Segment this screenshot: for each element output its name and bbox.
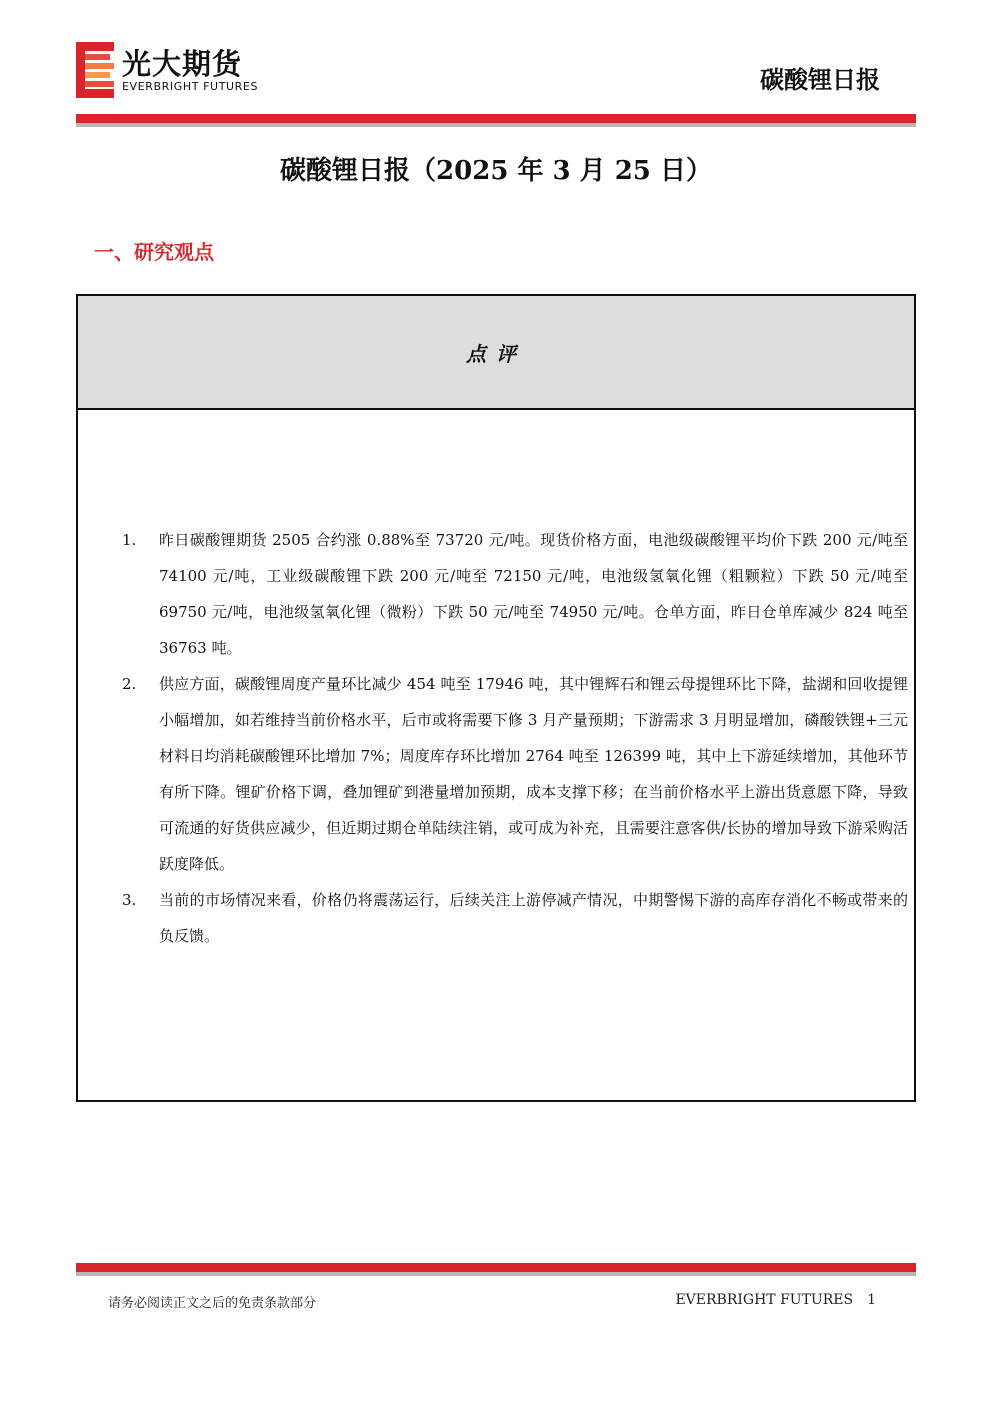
list-item-text: 当前的市场情况来看，价格仍将震荡运行，后续关注上游停减产情况，中期警惕下游的高库存消化不畅或带来的负反馈。: [159, 891, 908, 945]
list-item: [122, 666, 908, 882]
header-divider: [76, 114, 916, 127]
everbright-logo-icon: [76, 42, 116, 98]
list-item-number: 2.: [122, 675, 137, 693]
footer-divider: [76, 1263, 916, 1276]
comment-box: [76, 294, 916, 1102]
report-title: 碳酸锂日报（2025 年 3 月 25 日）: [280, 156, 712, 186]
logo-english-name: EVERBRIGHT FUTURES: [122, 80, 259, 93]
list-item: [122, 882, 908, 954]
page-number: 1: [867, 1292, 876, 1308]
footer-brand: EVERBRIGHT FUTURES: [675, 1292, 854, 1308]
company-logo: [76, 40, 296, 100]
list-item-text: 供应方面，碳酸锂周度产量环比减少 454 吨至 17946 吨，其中锂辉石和锂云母提锂环比下降，盐湖和回收提锂小幅增加，如若维持当前价格水平，后市或将需要下修 3 月产量预期；下游需求 3 月明显增加，磷酸铁锂+三元材料日均消耗碳酸锂环比增加 7%；周度库存环比增加 2764 吨至 126399 吨，其中上下游延续增加，其他环节有所下降。锂矿价格下调，叠加锂矿到港量增加预期，成本支撑下移；在当前价格水平上游出货意愿下降，导致可流通的好货供应减少，但近期过期仓单陆续注销，或可成为补充，且需要注意客供/长协的增加导致下游采购活跃度降低。: [159, 675, 908, 873]
header-report-type: 碳酸锂日报: [760, 66, 880, 94]
comment-header-label: 点评: [466, 342, 526, 366]
comment-points-list: [122, 522, 908, 954]
section-heading: 一、研究观点: [94, 240, 214, 264]
list-item-text: 昨日碳酸锂期货 2505 合约涨 0.88%至 73720 元/吨。现货价格方面，电池级碳酸锂平均价下跌 200 元/吨至 74100 元/吨，工业级碳酸锂下跌 200 元/吨至 72150 元/吨，电池级氢氧化锂（粗颗粒）下跌 50 元/吨至 69750 元/吨，电池级氢氧化锂（微粉）下跌 50 元/吨至 74950 元/吨。仓单方面，昨日仓单库减少 824 吨至 36763 吨。: [159, 531, 908, 657]
footer-disclaimer: 请务必阅读正文之后的免责条款部分: [108, 1296, 317, 1311]
list-item-number: 1.: [122, 531, 137, 549]
list-item-number: 3.: [122, 891, 137, 909]
footer-brand-block: [675, 1292, 876, 1308]
list-item: [122, 522, 908, 666]
logo-chinese-name: 光大期货: [122, 47, 243, 81]
comment-box-header: [78, 296, 914, 410]
